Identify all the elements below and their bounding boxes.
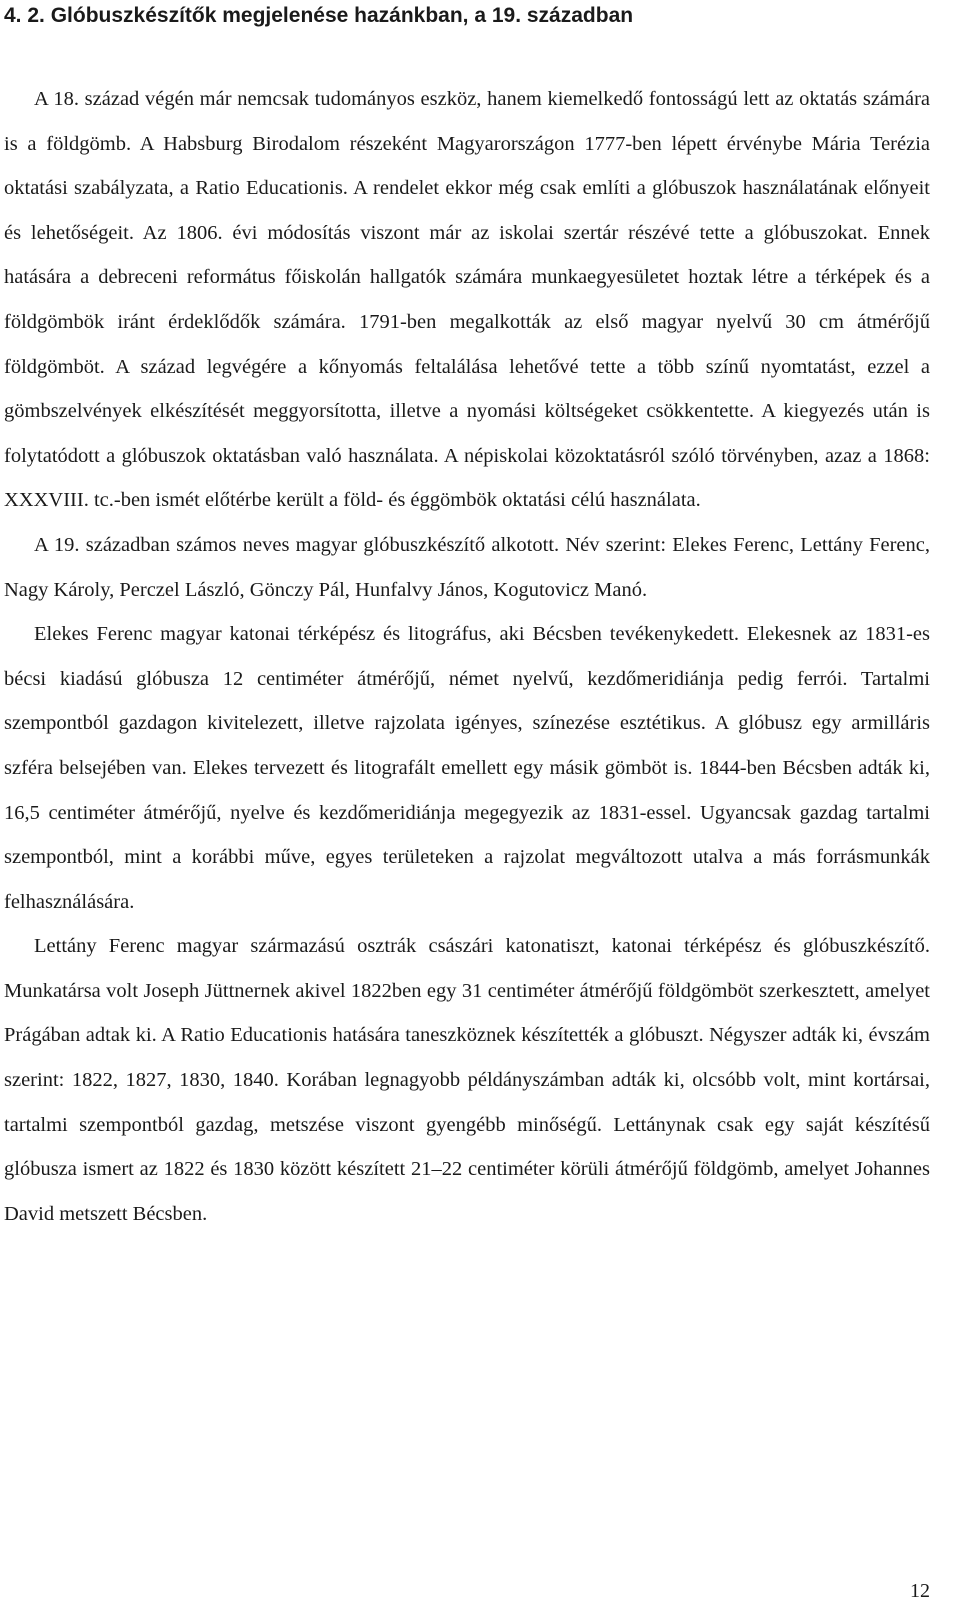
paragraph-globe-makers: A 19. században számos neves magyar glóbuszkészítő alkotott. Név szerint: Elekes Ferenc, Lettány Ferenc, Nagy Károly, Perczel László, Gönczy Pál, Hunfalvy János, Kogutovicz Manó. <box>4 533 930 601</box>
paragraph-lettany-ferenc: Lettány Ferenc magyar származású osztrák császári katonatiszt, katonai térképész és glóbuszkészítő. Munkatársa volt Joseph Jüttnernek akivel 1822ben egy 31 centiméter átmérőjű földgömböt szerkesztett, amelyet Prágában adtak ki. A Ratio Educationis hatására taneszköznek készítették a glóbuszt. Négyszer adták ki, évszám szerint: 1822, 1827, 1830, 1840. Korában legnagyobb példányszámban adták ki, olcsóbb volt, mint kortársai, tartalmi szempontból gazdag, metszése viszont gyengébb minőségű. Lettánynak csak egy saját készítésű glóbusza ismert az 1822 és 1830 között készített 21–22 centiméter körüli átmérőjű földgömb, amelyet Johannes David metszett Bécsben. <box>4 935 930 1225</box>
body-text <box>4 77 930 1236</box>
page-number: 12 <box>910 1580 930 1602</box>
section-heading: 4. 2. Glóbuszkészítők megjelenése hazánkban, a 19. században <box>4 4 634 27</box>
paragraph-elekes-ferenc: Elekes Ferenc magyar katonai térképész és litográfus, aki Bécsben tevékenykedett. Elekesnek az 1831-es bécsi kiadású glóbusza 12 centiméter átmérőjű, német nyelvű, kezdőmeridiánja pedig ferrói. Tartalmi szempontból gazdagon kivitelezett, illetve rajzolata igényes, színezése esztétikus. A glóbusz egy armilláris szféra belsejében van. Elekes tervezett és litografált emellett egy másik gömböt is. 1844-ben Bécsben adták ki, 16,5 centiméter átmérőjű, nyelve és kezdőmeridiánja megegyezik az 1831-essel. Ugyancsak gazdag tartalmi szempontból, mint a korábbi műve, egyes területeken a rajzolat megváltozott utalva a más forrásmunkák felhasználására. <box>4 623 930 913</box>
paragraph-ratio-educationis: A 18. század végén már nemcsak tudományos eszköz, hanem kiemelkedő fontosságú lett az oktatás számára is a földgömb. A Habsburg Birodalom részeként Magyarországon 1777-ben lépett érvénybe Mária Terézia oktatási szabályzata, a Ratio Educationis. A rendelet ekkor még csak említi a glóbuszok használatának előnyeit és lehetőségeit. Az 1806. évi módosítás viszont már az iskolai szertár részévé tette a glóbuszokat. Ennek hatására a debreceni református főiskolán hallgatók számára munkaegyesületet hoztak létre a térképek és a földgömbök iránt érdeklődők számára. 1791-ben megalkották az első magyar nyelvű 30 cm átmérőjű földgömböt. A század legvégére a kőnyomás feltalálása lehetővé tette a több színű nyomtatást, ezzel a gömbszelvények elkészítését meggyorsította, illetve a nyomási költségeket csökkentette. A kiegyezés után is folytatódott a glóbuszok oktatásban való használata. A népiskolai közoktatásról szóló törvényben, azaz a 1868: XXXVIII. tc.-ben ismét előtérbe került a föld- és éggömbök oktatási célú használata. <box>4 88 930 512</box>
